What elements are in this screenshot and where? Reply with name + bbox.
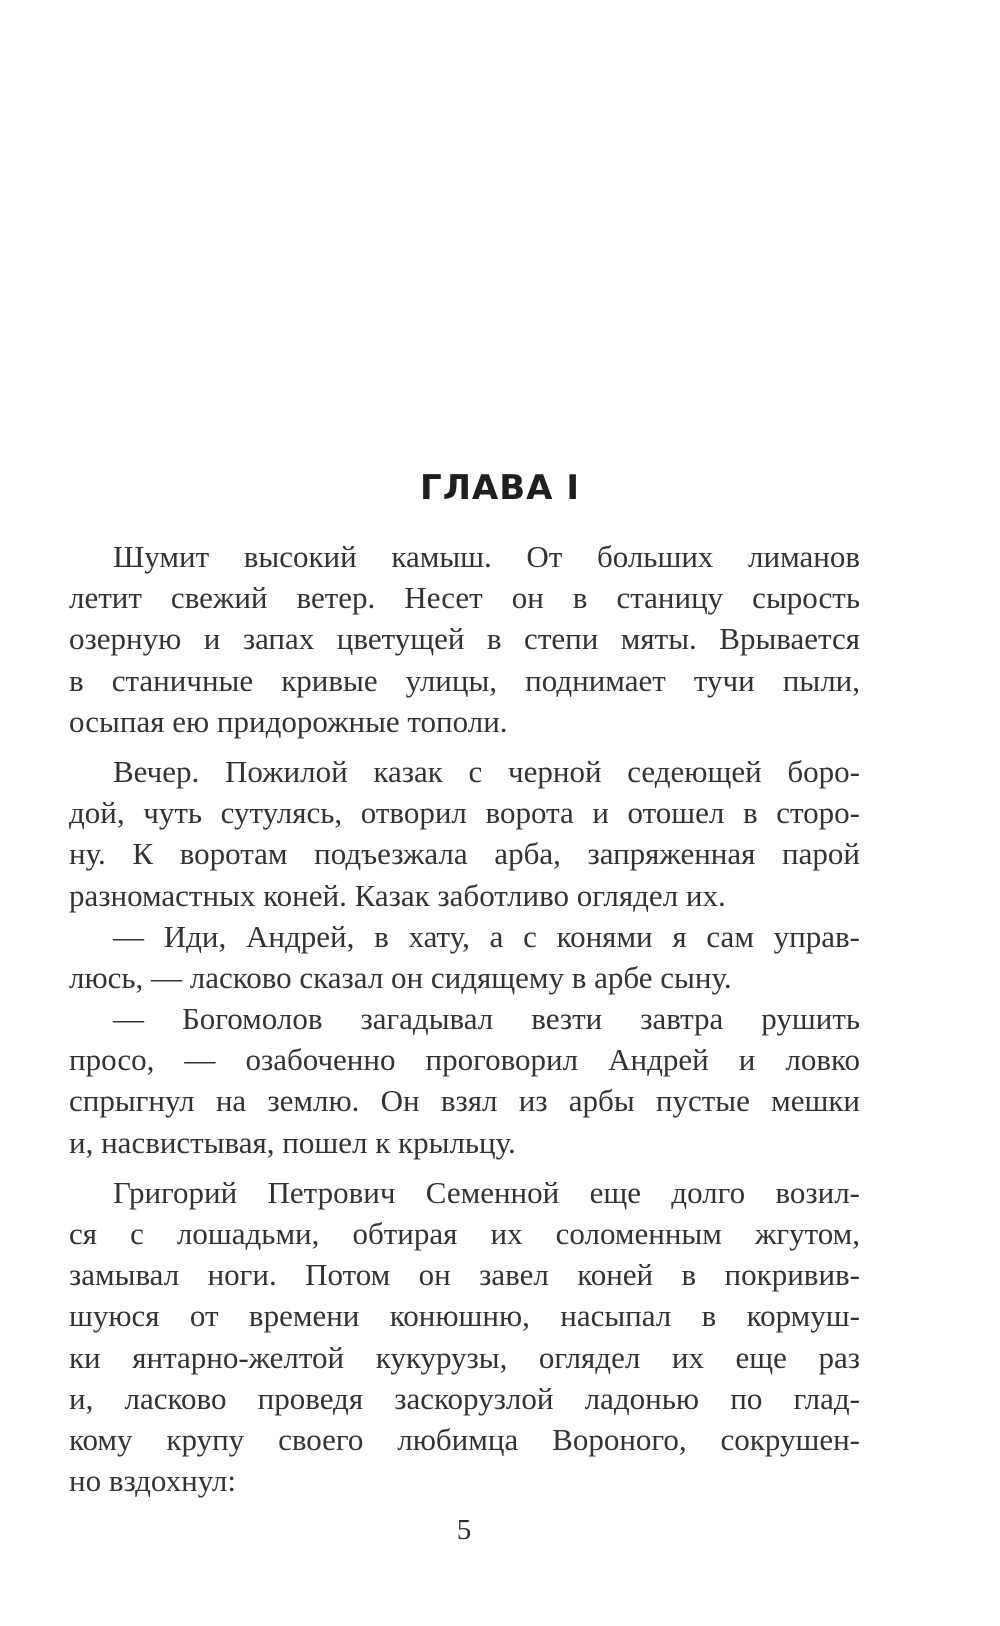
text-line: в станичные кривые улицы, поднимает тучи пыли, [69, 662, 860, 698]
text-line: Шумит высокий камыш. От больших лиманов [113, 539, 860, 574]
text-line: осыпая ею придорожные тополи. [69, 703, 508, 739]
page-number: 5 [456, 1514, 472, 1546]
text-line: дой, чуть сутулясь, отворил ворота и отошел в сторо- [69, 795, 860, 831]
text-line: ки янтарно-желтой кукурузы, оглядел их еще раз [69, 1339, 860, 1375]
text-line: замывал ноги. Потом он завел коней в покривив- [69, 1257, 860, 1293]
text-line: летит свежий ветер. Несет он в станицу сырость [69, 580, 860, 616]
text-line: но вздохнул: [69, 1463, 236, 1499]
body-text [69, 536, 860, 1501]
text-line: озерную и запах цветущей в степи мяты. Врывается [69, 621, 860, 657]
text-line: Григорий Петрович Семенной еще долго возил- [113, 1174, 860, 1210]
text-line: и, ласково проведя заскорузлой ладонью по глад- [69, 1380, 860, 1416]
text-line: кому крупу своего любимца Вороного, сокрушен- [69, 1421, 860, 1457]
text-line: спрыгнул на землю. Он взял из арбы пустые мешки [69, 1083, 860, 1119]
text-line: и, насвистывая, пошел к крыльцу. [69, 1124, 516, 1160]
text-line: просо, — озабоченно проговорил Андрей и ловко [69, 1042, 860, 1078]
text-line: — Иди, Андрей, в хату, а с конями я сам управ- [113, 918, 860, 954]
text-line: ся с лошадьми, обтирая их соломенным жгутом, [69, 1216, 860, 1251]
text-line: шуюся от времени конюшню, насыпал в кормуш- [69, 1298, 860, 1334]
text-line: — Богомолов загадывал везти завтра рушить [113, 1001, 860, 1037]
text-line: Вечер. Пожилой казак с черной седеющей боро- [113, 753, 860, 789]
text-line: люсь, — ласково сказал он сидящему в арбе сыну. [69, 959, 732, 995]
chapter-title: ГЛАВА I [420, 468, 580, 508]
text-line: разномастных коней. Казак заботливо оглядел их. [69, 877, 726, 913]
text-line: ну. К воротам подъезжала арба, запряженная парой [69, 836, 860, 872]
